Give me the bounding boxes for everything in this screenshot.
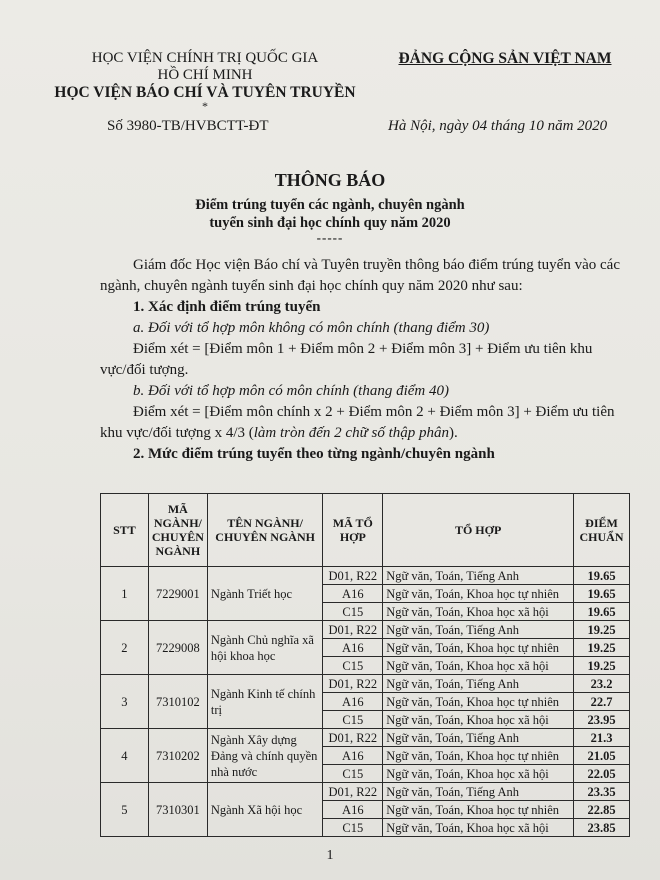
- cell-combo-code: D01, R22: [323, 621, 383, 639]
- cell-score: 19.65: [574, 603, 630, 621]
- document-number: Số 3980-TB/HVBCTT-ĐT: [107, 118, 269, 134]
- cell-combo-code: C15: [323, 819, 383, 837]
- cell-combo-code: A16: [323, 585, 383, 603]
- cell-combo: Ngữ văn, Toán, Tiếng Anh: [383, 675, 574, 693]
- cell-major-name: Ngành Chủ nghĩa xã hội khoa học: [207, 621, 323, 675]
- section-1a-heading: a. Đối với tổ hợp môn không có môn chính (thang điểm 30): [133, 320, 490, 336]
- cell-stt: 1: [101, 567, 149, 621]
- issuer-line-1: HỌC VIỆN CHÍNH TRỊ QUỐC GIA: [91, 50, 319, 66]
- cell-score: 23.2: [574, 675, 630, 693]
- document-title: THÔNG BÁO: [274, 170, 386, 190]
- header-major-code: MÃ NGÀNH/ CHUYÊN NGÀNH: [148, 494, 207, 567]
- cell-combo-code: C15: [323, 711, 383, 729]
- issuer-block: [40, 50, 370, 111]
- cell-major-code: 7310102: [148, 675, 207, 729]
- admission-score-table: [100, 493, 630, 837]
- cell-combo: Ngữ văn, Toán, Khoa học tự nhiên: [383, 693, 574, 711]
- cell-combo: Ngữ văn, Toán, Khoa học tự nhiên: [383, 585, 574, 603]
- cell-combo-code: A16: [323, 801, 383, 819]
- cell-combo: Ngữ văn, Toán, Khoa học xã hội: [383, 765, 574, 783]
- cell-combo: Ngữ văn, Toán, Khoa học xã hội: [383, 711, 574, 729]
- header-combo: TỔ HỢP: [383, 494, 574, 567]
- cell-major-code: 7310301: [148, 783, 207, 837]
- formula-b: [100, 402, 620, 444]
- cell-score: 23.95: [574, 711, 630, 729]
- party-header: ĐẢNG CỘNG SẢN VIỆT NAM: [398, 50, 612, 67]
- header-score: ĐIỂM CHUẨN: [574, 494, 630, 567]
- cell-major-code: 7229008: [148, 621, 207, 675]
- header-combo-code: MÃ TỔ HỢP: [323, 494, 383, 567]
- cell-combo-code: D01, R22: [323, 567, 383, 585]
- subtitle-line-1: Điểm trúng tuyển các ngành, chuyên ngành: [195, 197, 465, 213]
- cell-combo: Ngữ văn, Toán, Tiếng Anh: [383, 783, 574, 801]
- document-date: Hà Nội, ngày 04 tháng 10 năm 2020: [388, 118, 608, 134]
- cell-major-name: Ngành Triết học: [207, 567, 323, 621]
- cell-combo: Ngữ văn, Toán, Khoa học tự nhiên: [383, 801, 574, 819]
- title-divider: -----: [316, 230, 344, 245]
- subtitle-line-2: tuyển sinh đại học chính quy năm 2020: [209, 215, 451, 231]
- section-1b-heading: b. Đối với tổ hợp môn có môn chính (thang điểm 40): [133, 383, 449, 399]
- cell-combo-code: D01, R22: [323, 729, 383, 747]
- cell-combo: Ngữ văn, Toán, Tiếng Anh: [383, 621, 574, 639]
- cell-stt: 2: [101, 621, 149, 675]
- table-row: [101, 675, 630, 693]
- cell-combo: Ngữ văn, Toán, Khoa học tự nhiên: [383, 639, 574, 657]
- cell-score: 19.65: [574, 567, 630, 585]
- cell-score: 22.85: [574, 801, 630, 819]
- formula-b-end: ).: [449, 425, 458, 441]
- star-mark: *: [202, 99, 208, 113]
- header-major-name: TÊN NGÀNH/ CHUYÊN NGÀNH: [207, 494, 323, 567]
- cell-score: 19.25: [574, 657, 630, 675]
- cell-major-code: 7229001: [148, 567, 207, 621]
- cell-combo-code: D01, R22: [323, 783, 383, 801]
- intro-paragraph: Giám đốc Học viện Báo chí và Tuyên truyền thông báo điểm trúng tuyển vào các ngành, chuyên ngành tuyển sinh đại học chính quy năm 2020 như sau:: [100, 257, 620, 294]
- cell-score: 19.65: [574, 585, 630, 603]
- cell-major-name: Ngành Kinh tế chính trị: [207, 675, 323, 729]
- cell-combo: Ngữ văn, Toán, Tiếng Anh: [383, 567, 574, 585]
- cell-major-code: 7310202: [148, 729, 207, 783]
- table-header-row: [101, 494, 630, 567]
- cell-score: 21.3: [574, 729, 630, 747]
- cell-stt: 3: [101, 675, 149, 729]
- formula-b-note: làm tròn đến 2 chữ số thập phân: [253, 425, 450, 441]
- cell-combo: Ngữ văn, Toán, Khoa học xã hội: [383, 603, 574, 621]
- header-stt: STT: [101, 494, 149, 567]
- cell-score: 21.05: [574, 747, 630, 765]
- cell-combo-code: A16: [323, 693, 383, 711]
- formula-b-text: Điểm xét = [Điểm môn chính x 2 + Điểm môn 2 + Điểm môn 3] + Điểm ưu tiên khu vực/đối tượng x 4/3 (: [100, 404, 615, 441]
- cell-major-name: Ngành Xã hội học: [207, 783, 323, 837]
- document-body: [100, 255, 620, 465]
- cell-combo: Ngữ văn, Toán, Khoa học tự nhiên: [383, 747, 574, 765]
- table-row: [101, 729, 630, 747]
- cell-stt: 5: [101, 783, 149, 837]
- cell-score: 19.25: [574, 639, 630, 657]
- cell-combo-code: C15: [323, 765, 383, 783]
- page-number: 1: [326, 848, 334, 863]
- cell-combo: Ngữ văn, Toán, Khoa học xã hội: [383, 819, 574, 837]
- cell-major-name: Ngành Xây dựng Đảng và chính quyền nhà nước: [207, 729, 323, 783]
- cell-combo-code: A16: [323, 747, 383, 765]
- cell-score: 23.35: [574, 783, 630, 801]
- cell-score: 23.85: [574, 819, 630, 837]
- table-row: [101, 567, 630, 585]
- cell-combo: Ngữ văn, Toán, Tiếng Anh: [383, 729, 574, 747]
- formula-a: Điểm xét = [Điểm môn 1 + Điểm môn 2 + Điểm môn 3] + Điểm ưu tiên khu vực/đối tượng.: [100, 341, 593, 378]
- section-2-heading: 2. Mức điểm trúng tuyển theo từng ngành/chuyên ngành: [133, 446, 495, 462]
- cell-combo: Ngữ văn, Toán, Khoa học xã hội: [383, 657, 574, 675]
- cell-combo-code: D01, R22: [323, 675, 383, 693]
- cell-score: 19.25: [574, 621, 630, 639]
- cell-combo-code: C15: [323, 603, 383, 621]
- table-body: [101, 567, 630, 837]
- issuer-name: HỌC VIỆN BÁO CHÍ VÀ TUYÊN TRUYỀN: [54, 84, 356, 101]
- table-row: [101, 783, 630, 801]
- cell-score: 22.7: [574, 693, 630, 711]
- section-1-heading: 1. Xác định điểm trúng tuyển: [133, 299, 321, 315]
- table-row: [101, 621, 630, 639]
- cell-stt: 4: [101, 729, 149, 783]
- cell-combo-code: A16: [323, 639, 383, 657]
- cell-score: 22.05: [574, 765, 630, 783]
- cell-combo-code: C15: [323, 657, 383, 675]
- document-subtitle: [0, 196, 660, 232]
- issuer-line-2: HỒ CHÍ MINH: [157, 67, 253, 83]
